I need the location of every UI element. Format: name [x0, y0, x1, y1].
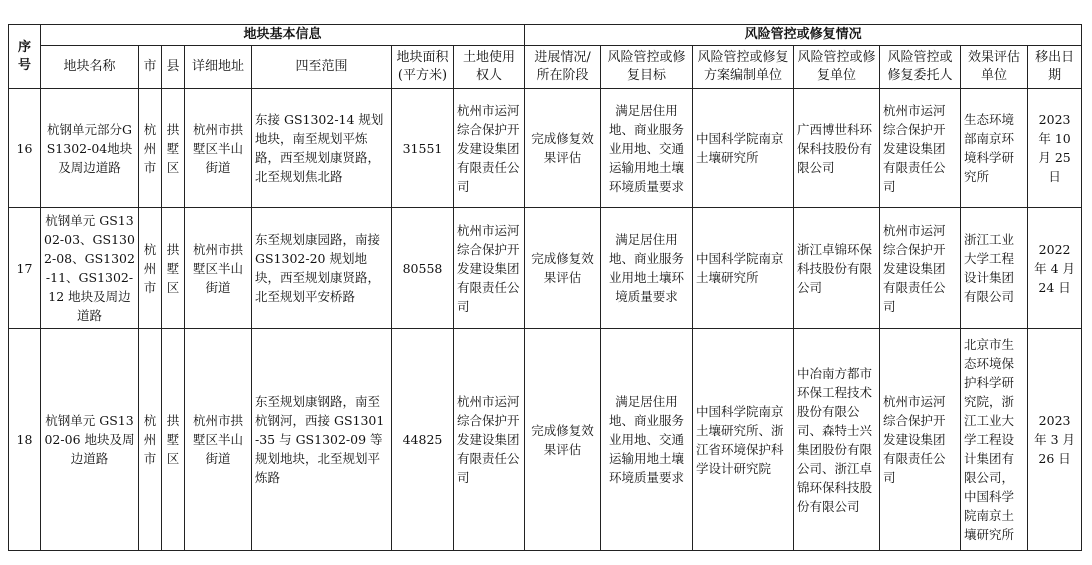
cell-seq: 18 [9, 329, 41, 551]
header-area: 地块面积(平方米) [392, 46, 454, 89]
table-row [9, 208, 1082, 329]
header-group-risk-control: 风险管控或修复情况 [525, 25, 1082, 46]
cell-owner: 杭州市运河综合保护开发建设集团有限责任公司 [454, 208, 525, 329]
cell-owner: 杭州市运河综合保护开发建设集团有限责任公司 [454, 329, 525, 551]
cell-name: 杭钢单元 GS1302-06 地块及周边道路 [41, 329, 139, 551]
cell-client: 杭州市运河综合保护开发建设集团有限责任公司 [880, 208, 961, 329]
header-group-basic-info: 地块基本信息 [41, 25, 525, 46]
cell-area: 31551 [392, 89, 454, 208]
cell-plan-unit: 中国科学院南京土壤研究所、浙江省环境保护科学设计研究院 [693, 329, 794, 551]
cell-area: 44825 [392, 329, 454, 551]
cell-county: 拱墅区 [162, 89, 185, 208]
cell-client: 杭州市运河综合保护开发建设集团有限责任公司 [880, 329, 961, 551]
cell-county: 拱墅区 [162, 329, 185, 551]
cell-address: 杭州市拱墅区半山街道 [185, 89, 252, 208]
header-target: 风险管控或修复目标 [601, 46, 693, 89]
header-plan-unit: 风险管控或修复方案编制单位 [693, 46, 794, 89]
cell-eval-unit: 浙江工业大学工程设计集团有限公司 [961, 208, 1028, 329]
cell-name: 杭钢单元 GS1302-03、GS1302-08、GS1302-11、GS1302-12 地块及周边道路 [41, 208, 139, 329]
cell-plan-unit: 中国科学院南京土壤研究所 [693, 208, 794, 329]
cell-address: 杭州市拱墅区半山街道 [185, 329, 252, 551]
cell-boundary: 东至规划康钢路，南至杭钢河，西接 GS1301-35 与 GS1302-09 等规划地块，北至规划平炼路 [252, 329, 392, 551]
header-owner: 土地使用权人 [454, 46, 525, 89]
table-row [9, 89, 1082, 208]
cell-owner: 杭州市运河综合保护开发建设集团有限责任公司 [454, 89, 525, 208]
header-city: 市 [139, 46, 162, 89]
cell-address: 杭州市拱墅区半山街道 [185, 208, 252, 329]
header-seq: 序号 [9, 25, 41, 89]
cell-client: 杭州市运河综合保护开发建设集团有限责任公司 [880, 89, 961, 208]
cell-county: 拱墅区 [162, 208, 185, 329]
header-county: 县 [162, 46, 185, 89]
header-repair-unit: 风险管控或修复单位 [794, 46, 880, 89]
cell-target: 满足居住用地、商业服务业用地、交通运输用地土壤环境质量要求 [601, 89, 693, 208]
cell-target: 满足居住用地、商业服务业用地土壤环境质量要求 [601, 208, 693, 329]
cell-repair-unit: 中冶南方都市环保工程技术股份有限公司、森特士兴集团股份有限公司、浙江卓锦环保科技股份有限公司 [794, 329, 880, 551]
cell-progress: 完成修复效果评估 [525, 329, 601, 551]
header-eval-unit: 效果评估单位 [961, 46, 1028, 89]
cell-progress: 完成修复效果评估 [525, 208, 601, 329]
header-removal-date: 移出日期 [1028, 46, 1082, 89]
header-boundary: 四至范围 [252, 46, 392, 89]
cell-repair-unit: 广西博世科环保科技股份有限公司 [794, 89, 880, 208]
cell-plan-unit: 中国科学院南京土壤研究所 [693, 89, 794, 208]
cell-boundary: 东接 GS1302-14 规划地块，南至规划平炼路，西至规划康贤路，北至规划焦北路 [252, 89, 392, 208]
cell-eval-unit: 北京市生态环境保护科学研究院，浙江工业大学工程设计集团有限公司，中国科学院南京土壤研究所 [961, 329, 1028, 551]
cell-city: 杭州市 [139, 89, 162, 208]
table-row [9, 329, 1082, 551]
cell-seq: 16 [9, 89, 41, 208]
header-client: 风险管控或修复委托人 [880, 46, 961, 89]
cell-removal-date: 2023 年 3 月 26 日 [1028, 329, 1082, 551]
cell-city: 杭州市 [139, 329, 162, 551]
header-progress: 进展情况/所在阶段 [525, 46, 601, 89]
contaminated-land-table [8, 24, 1082, 551]
cell-progress: 完成修复效果评估 [525, 89, 601, 208]
cell-repair-unit: 浙江卓锦环保科技股份有限公司 [794, 208, 880, 329]
cell-removal-date: 2022 年 4 月 24 日 [1028, 208, 1082, 329]
cell-target: 满足居住用地、商业服务业用地、交通运输用地土壤环境质量要求 [601, 329, 693, 551]
cell-seq: 17 [9, 208, 41, 329]
cell-eval-unit: 生态环境部南京环境科学研究所 [961, 89, 1028, 208]
cell-removal-date: 2023 年 10 月 25 日 [1028, 89, 1082, 208]
header-row-columns [9, 46, 1082, 89]
cell-name: 杭钢单元部分GS1302-04地块及周边道路 [41, 89, 139, 208]
cell-city: 杭州市 [139, 208, 162, 329]
cell-boundary: 东至规划康园路，南接 GS1302-20 规划地块，西至规划康贤路，北至规划平安桥路 [252, 208, 392, 329]
cell-area: 80558 [392, 208, 454, 329]
header-row-groups [9, 25, 1082, 46]
header-name: 地块名称 [41, 46, 139, 89]
header-address: 详细地址 [185, 46, 252, 89]
